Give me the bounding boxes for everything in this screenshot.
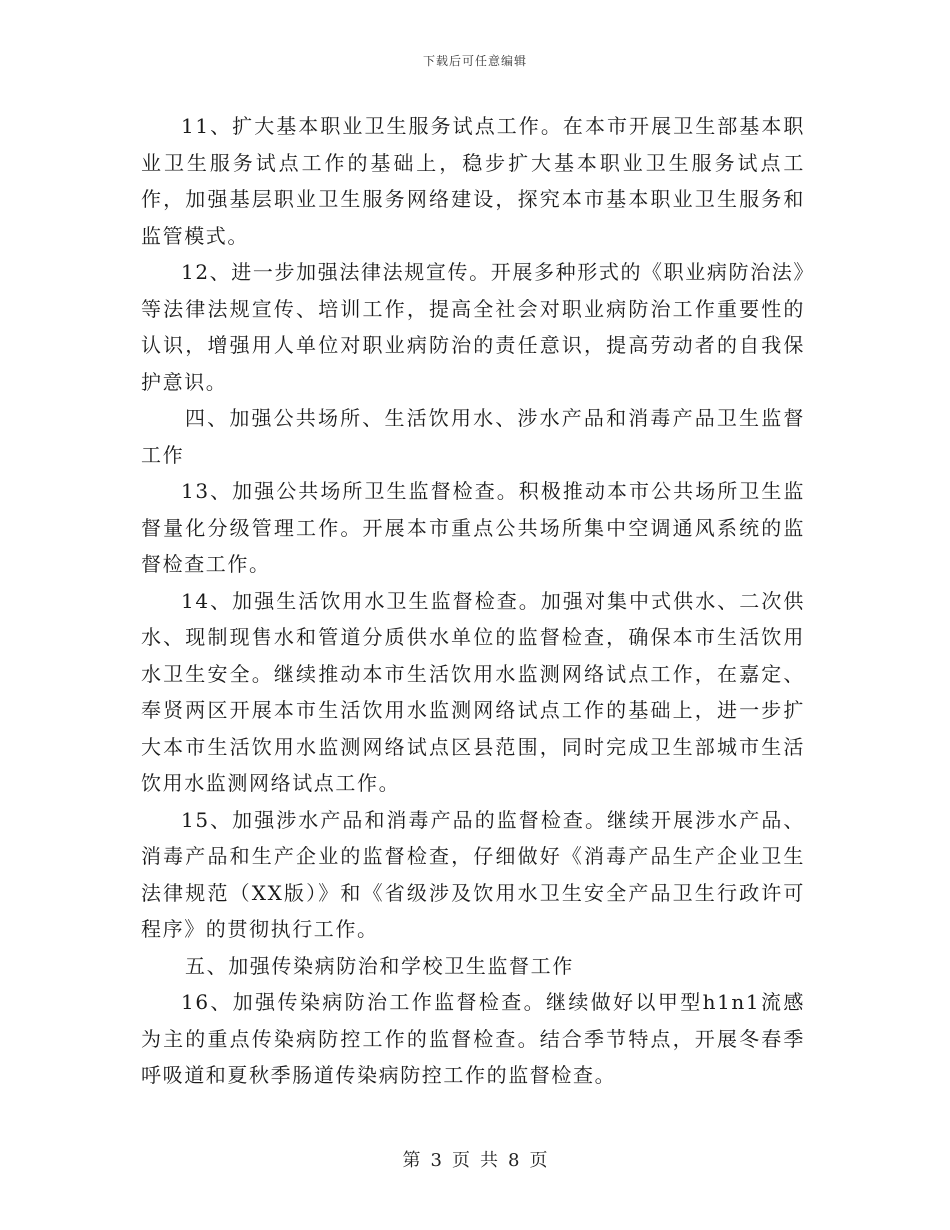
paragraph-item-14: 14、加强生活饮用水卫生监督检查。加强对集中式供水、二次供水、现制现售水和管道分质供水单位的监督检查，确保本市生活饮用水卫生安全。继续推动本市生活饮用水监测网络试点工作，在嘉定、奉贤两区开展本市生活饮用水监测网络试点工作的基础上，进一步扩大本市生活饮用水监测网络试点区县范围，同时完成卫生部城市生活饮用水监测网络试点工作。 (141, 588, 805, 795)
paragraph-item-12: 12、进一步加强法律法规宣传。开展多种形式的《职业病防治法》等法律法规宣传、培训工作，提高全社会对职业病防治工作重要性的认识，增强用人单位对职业病防治的责任意识，提高劳动者的自我保护意识。 (141, 260, 805, 394)
footer-label-ye2: 页 (529, 1150, 548, 1171)
section-heading-4: 四、加强公共场所、生活饮用水、涉水产品和消毒产品卫生监督工作 (141, 406, 805, 467)
footer-label-ye: 页 (452, 1150, 470, 1171)
paragraph-item-13: 13、加强公共场所卫生监督检查。积极推动本市公共场所卫生监督量化分级管理工作。开展本市重点公共场所集中空调通风系统的监督检查工作。 (141, 479, 805, 576)
paragraph-item-11: 11、扩大基本职业卫生服务试点工作。在本市开展卫生部基本职业卫生服务试点工作的基础上，稳步扩大基本职业卫生服务试点工作，加强基层职业卫生服务网络建设，探究本市基本职业卫生服务和监管模式。 (141, 114, 805, 248)
footer-current-page: 3 (430, 1150, 442, 1171)
footer-label-di: 第 (402, 1150, 421, 1171)
page-footer (0, 1146, 950, 1172)
paragraph-item-15: 15、加强涉水产品和消毒产品的监督检查。继续开展涉水产品、消毒产品和生产企业的监督检查，仔细做好《消毒产品生产企业卫生法律规范（XX版）》和《省级涉及饮用水卫生安全产品卫生行政许可程序》的贯彻执行工作。 (141, 807, 805, 941)
section-heading-5: 五、加强传染病防治和学校卫生监督工作 (185, 953, 574, 978)
footer-total-pages: 8 (508, 1150, 520, 1171)
document-body (141, 108, 805, 1094)
header-note: 下载后可任意编辑 (422, 54, 527, 68)
paragraph-item-16: 16、加强传染病防治工作监督检查。继续做好以甲型h1n1流感为主的重点传染病防控工作的监督检查。结合季节特点，开展冬春季呼吸道和夏秋季肠道传染病防控工作的监督检查。 (141, 990, 805, 1087)
footer-label-gong: 共 (480, 1150, 498, 1171)
